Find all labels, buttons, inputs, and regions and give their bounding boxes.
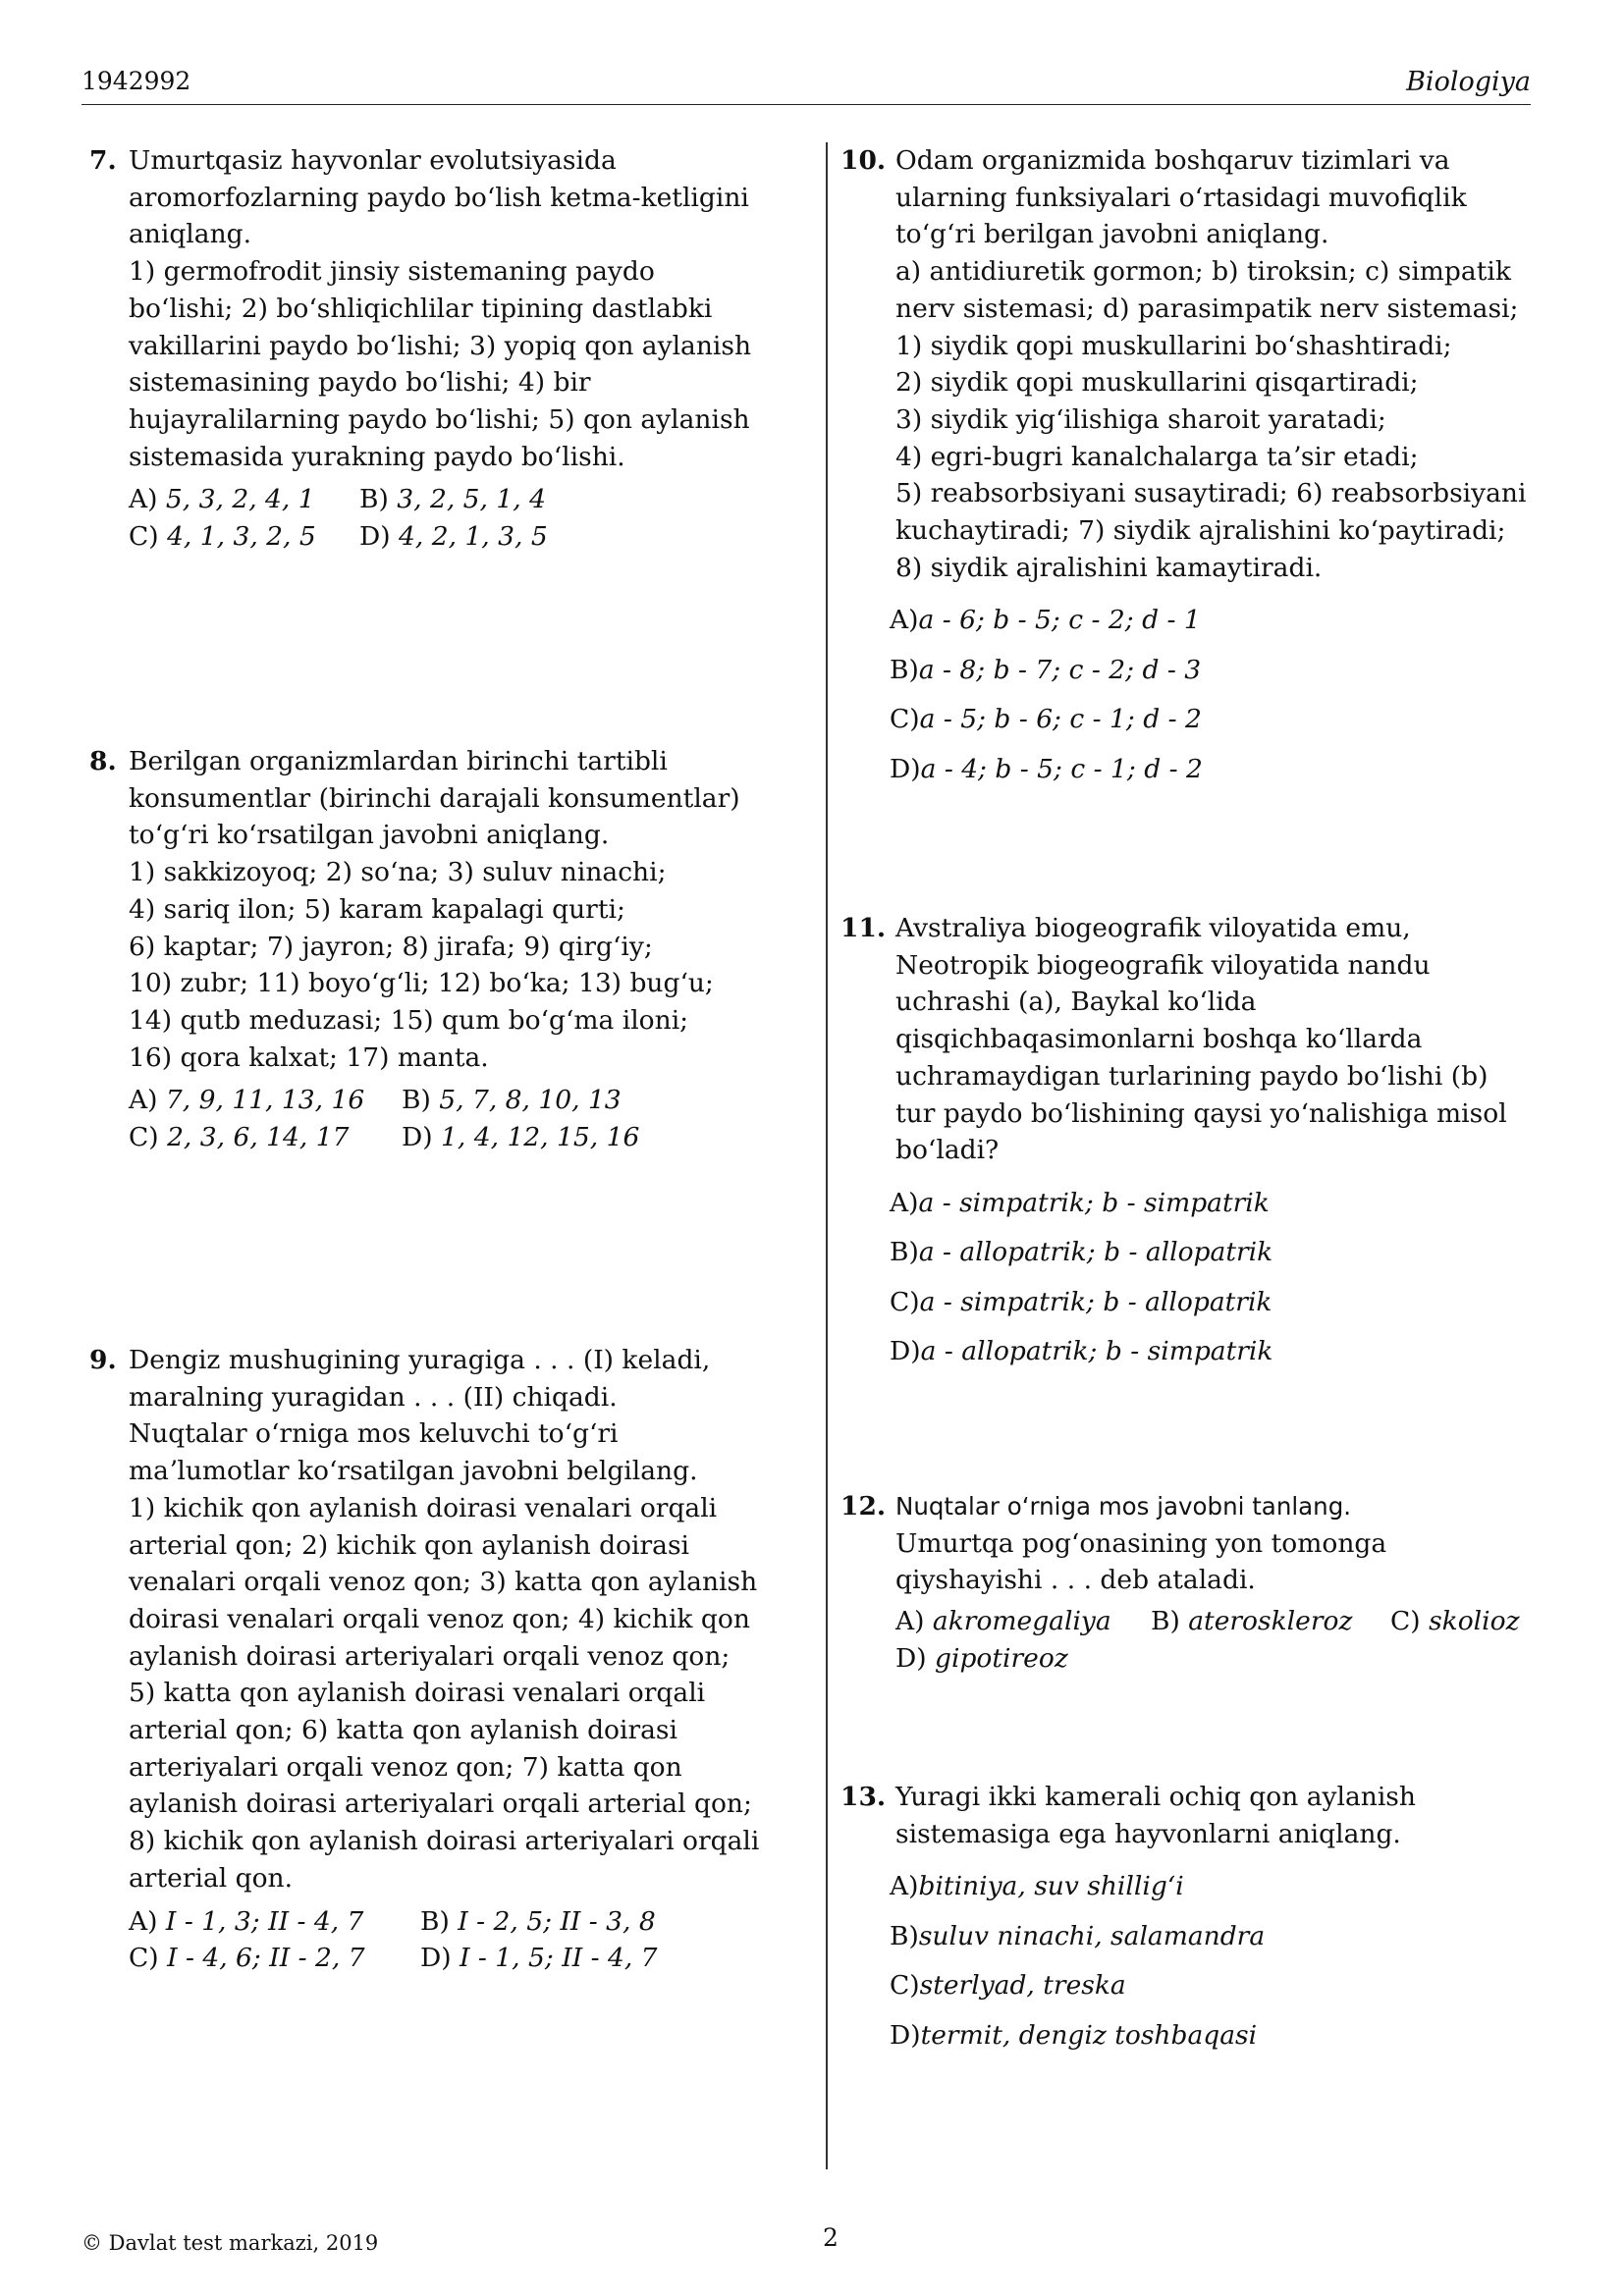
question-9: [89, 1342, 777, 1977]
question-stem: Odam organizmida boshqaruv tizimlari va ularning funksiyalari oʻrtasidagi muvofiqlik toʻgʻri berilgan javobni aniqlang. a) antidiuretik gormon; b) tiroksin; c) simpatik nerv sistemasi; d) parasimpatik nerv sistemasi; 1) siydik qopi muskullarini boʻshashtiradi; 2) siydik qopi muskullarini qisqartiradi; 3) siydik yigʻilishiga sharoit yaratadi; 4) egri-bugri kanalchalarga taʼsir etadi; 5) reabsorbsiyani susaytiradi; 6) reabsorbsiyani kuchaytiradi; 7) siydik ajralishini koʻpaytiradi; 8) siydik ajralishini kamaytiradi.: [895, 145, 1527, 583]
question-number: 11.: [840, 913, 887, 943]
page-number: 2: [823, 2223, 839, 2252]
question-stem: Avstraliya biogeografik viloyatida emu, Neotropik biogeografik viloyatida nandu uchrashi (a), Baykal koʻlida qisqichbaqasimonlarni boshqa koʻllarda uchramaydigan turlarining paydo boʻlishi (b) tur paydo boʻlishining qaysi yoʻnalishiga misol boʻladi?: [895, 913, 1507, 1166]
question-first-line: Nuqtalar oʻrniga mos javobni tanlang.: [895, 1492, 1352, 1521]
option-a[interactable]: A) I - 1, 3; II - 4, 7: [129, 1905, 364, 1937]
option-b[interactable]: B) I - 2, 5; II - 3, 8: [420, 1905, 656, 1937]
column-divider: [826, 142, 828, 2169]
question-number: 12.: [840, 1491, 887, 1522]
option-b[interactable]: B) 5, 7, 8, 10, 13: [402, 1085, 622, 1116]
option-c[interactable]: C)a - 5; b - 6; c - 1; d - 2: [890, 704, 1202, 735]
option-a[interactable]: A) 5, 3, 2, 4, 1: [129, 484, 315, 515]
answer-options: [895, 1603, 1563, 1677]
question-11: [840, 910, 1563, 1383]
answer-options: [129, 1082, 767, 1155]
answer-options: [890, 602, 1563, 800]
option-d[interactable]: D) gipotireoz: [895, 1642, 1068, 1674]
question-number: 13.: [840, 1782, 887, 1812]
test-id: 1942992: [81, 67, 191, 95]
option-b[interactable]: B) ateroskleroz: [1151, 1606, 1353, 1637]
question-stem: Yuragi ikki kamerali ochiq qon aylanish sistemasiga ega hayvonlarni aniqlang.: [895, 1782, 1416, 1849]
option-c[interactable]: C)a - simpatrik; b - allopatrik: [890, 1286, 1272, 1317]
answer-options: [890, 1185, 1563, 1383]
option-d[interactable]: D)termit, dengiz toshbaqasi: [890, 2019, 1258, 2051]
option-c[interactable]: C) skolioz: [1390, 1606, 1520, 1637]
option-d[interactable]: D)a - allopatrik; b - simpatrik: [890, 1336, 1273, 1367]
subject-title: Biologiya: [1406, 67, 1531, 97]
option-d[interactable]: D) 4, 2, 1, 3, 5: [359, 521, 548, 553]
option-b[interactable]: B)a - 8; b - 7; c - 2; d - 3: [890, 654, 1202, 685]
option-a[interactable]: A) 7, 9, 11, 13, 16: [129, 1085, 365, 1116]
question-stem: Umurtqasiz hayvonlar evolutsiyasida aromorfozlarning paydo boʻlish ketma-ketligini aniqlang. 1) germofrodit jinsiy sistemaning paydo boʻlishi; 2) boʻshliqichlilar tipining dastlabki vakillarini paydo boʻlishi; 3) yopiq qon aylanish sistemasining paydo boʻlishi; 4) bir hujayralilarning paydo boʻlishi; 5) qon aylanish sistemasida yurakning paydo boʻlishi.: [129, 145, 752, 472]
option-a[interactable]: A)bitiniya, suv shilligʻi: [890, 1871, 1184, 1902]
option-a[interactable]: A) akromegaliya: [895, 1606, 1111, 1637]
option-a[interactable]: A)a - simpatrik; b - simpatrik: [890, 1187, 1270, 1218]
option-d[interactable]: D)a - 4; b - 5; c - 1; d - 2: [890, 753, 1203, 784]
header-divider: [81, 104, 1531, 105]
option-d[interactable]: D) 1, 4, 12, 15, 16: [402, 1122, 640, 1153]
option-c[interactable]: C) I - 4, 6; II - 2, 7: [129, 1943, 365, 1974]
answer-options: [890, 1868, 1563, 2066]
question-10: [840, 142, 1563, 800]
question-13: [840, 1779, 1563, 2066]
question-8: [89, 743, 767, 1156]
question-number: 9.: [89, 1345, 117, 1375]
option-c[interactable]: C)sterlyad, treska: [890, 1970, 1126, 2002]
option-c[interactable]: C) 2, 3, 6, 14, 17: [129, 1122, 350, 1153]
question-stem: Berilgan organizmlardan birinchi tartibli konsumentlar (birinchi darajali konsumentlar) toʻgʻri koʻrsatilgan javobni aniqlang. 1) sakkizoyoq; 2) soʻna; 3) suluv ninachi; 4) sariq ilon; 5) karam kapalagi qurti; 6) kaptar; 7) jayron; 8) jirafa; 9) qirgʻiy; 10) zubr; 11) boyoʻgʻli; 12) boʻka; 13) bugʻu; 14) qutb meduzasi; 15) qum boʻgʻma iloni; 16) qora kalxat; 17) manta.: [129, 746, 740, 1073]
question-number: 8.: [89, 746, 117, 776]
option-a[interactable]: A)a - 6; b - 5; c - 2; d - 1: [890, 605, 1201, 636]
question-stem: Umurtqa pogʻonasining yon tomonga qiyshayishi . . . deb ataladi.: [895, 1527, 1387, 1596]
question-number: 7.: [89, 145, 117, 176]
option-d[interactable]: D) I - 1, 5; II - 4, 7: [420, 1943, 658, 1974]
option-b[interactable]: B) 3, 2, 5, 1, 4: [359, 484, 546, 515]
question-stem: Dengiz mushugining yuragiga . . . (I) keladi, maralning yuragidan . . . (II) chiqadi. Nuqtalar oʻrniga mos keluvchi toʻgʻri maʼlumotlar koʻrsatilgan javobni belgilang. 1) kichik qon aylanish doirasi venalari orqali arterial qon; 2) kichik qon aylanish doirasi venalari orqali venoz qon; 3) katta qon aylanish doirasi venalari orqali venoz qon; 4) kichik qon aylanish doirasi arteriyalari orqali venoz qon; 5) katta qon aylanish doirasi venalari orqali arterial qon; 6) katta qon aylanish doirasi arteriyalari orqali venoz qon; 7) katta qon aylanish doirasi arteriyalari orqali arterial qon; 8) kichik qon aylanish doirasi arteriyalari orqali arterial qon.: [129, 1345, 760, 1894]
question-number: 10.: [840, 145, 887, 176]
answer-options: [129, 481, 767, 555]
footer-copyright: © Davlat test markazi, 2019: [81, 2231, 379, 2255]
option-b[interactable]: B)suluv ninachi, salamandra: [890, 1920, 1266, 1951]
option-c[interactable]: C) 4, 1, 3, 2, 5: [129, 521, 316, 553]
question-7: [89, 142, 767, 556]
answer-options: [129, 1903, 777, 1977]
option-b[interactable]: B)a - allopatrik; b - allopatrik: [890, 1237, 1273, 1268]
question-12: [840, 1488, 1563, 1678]
